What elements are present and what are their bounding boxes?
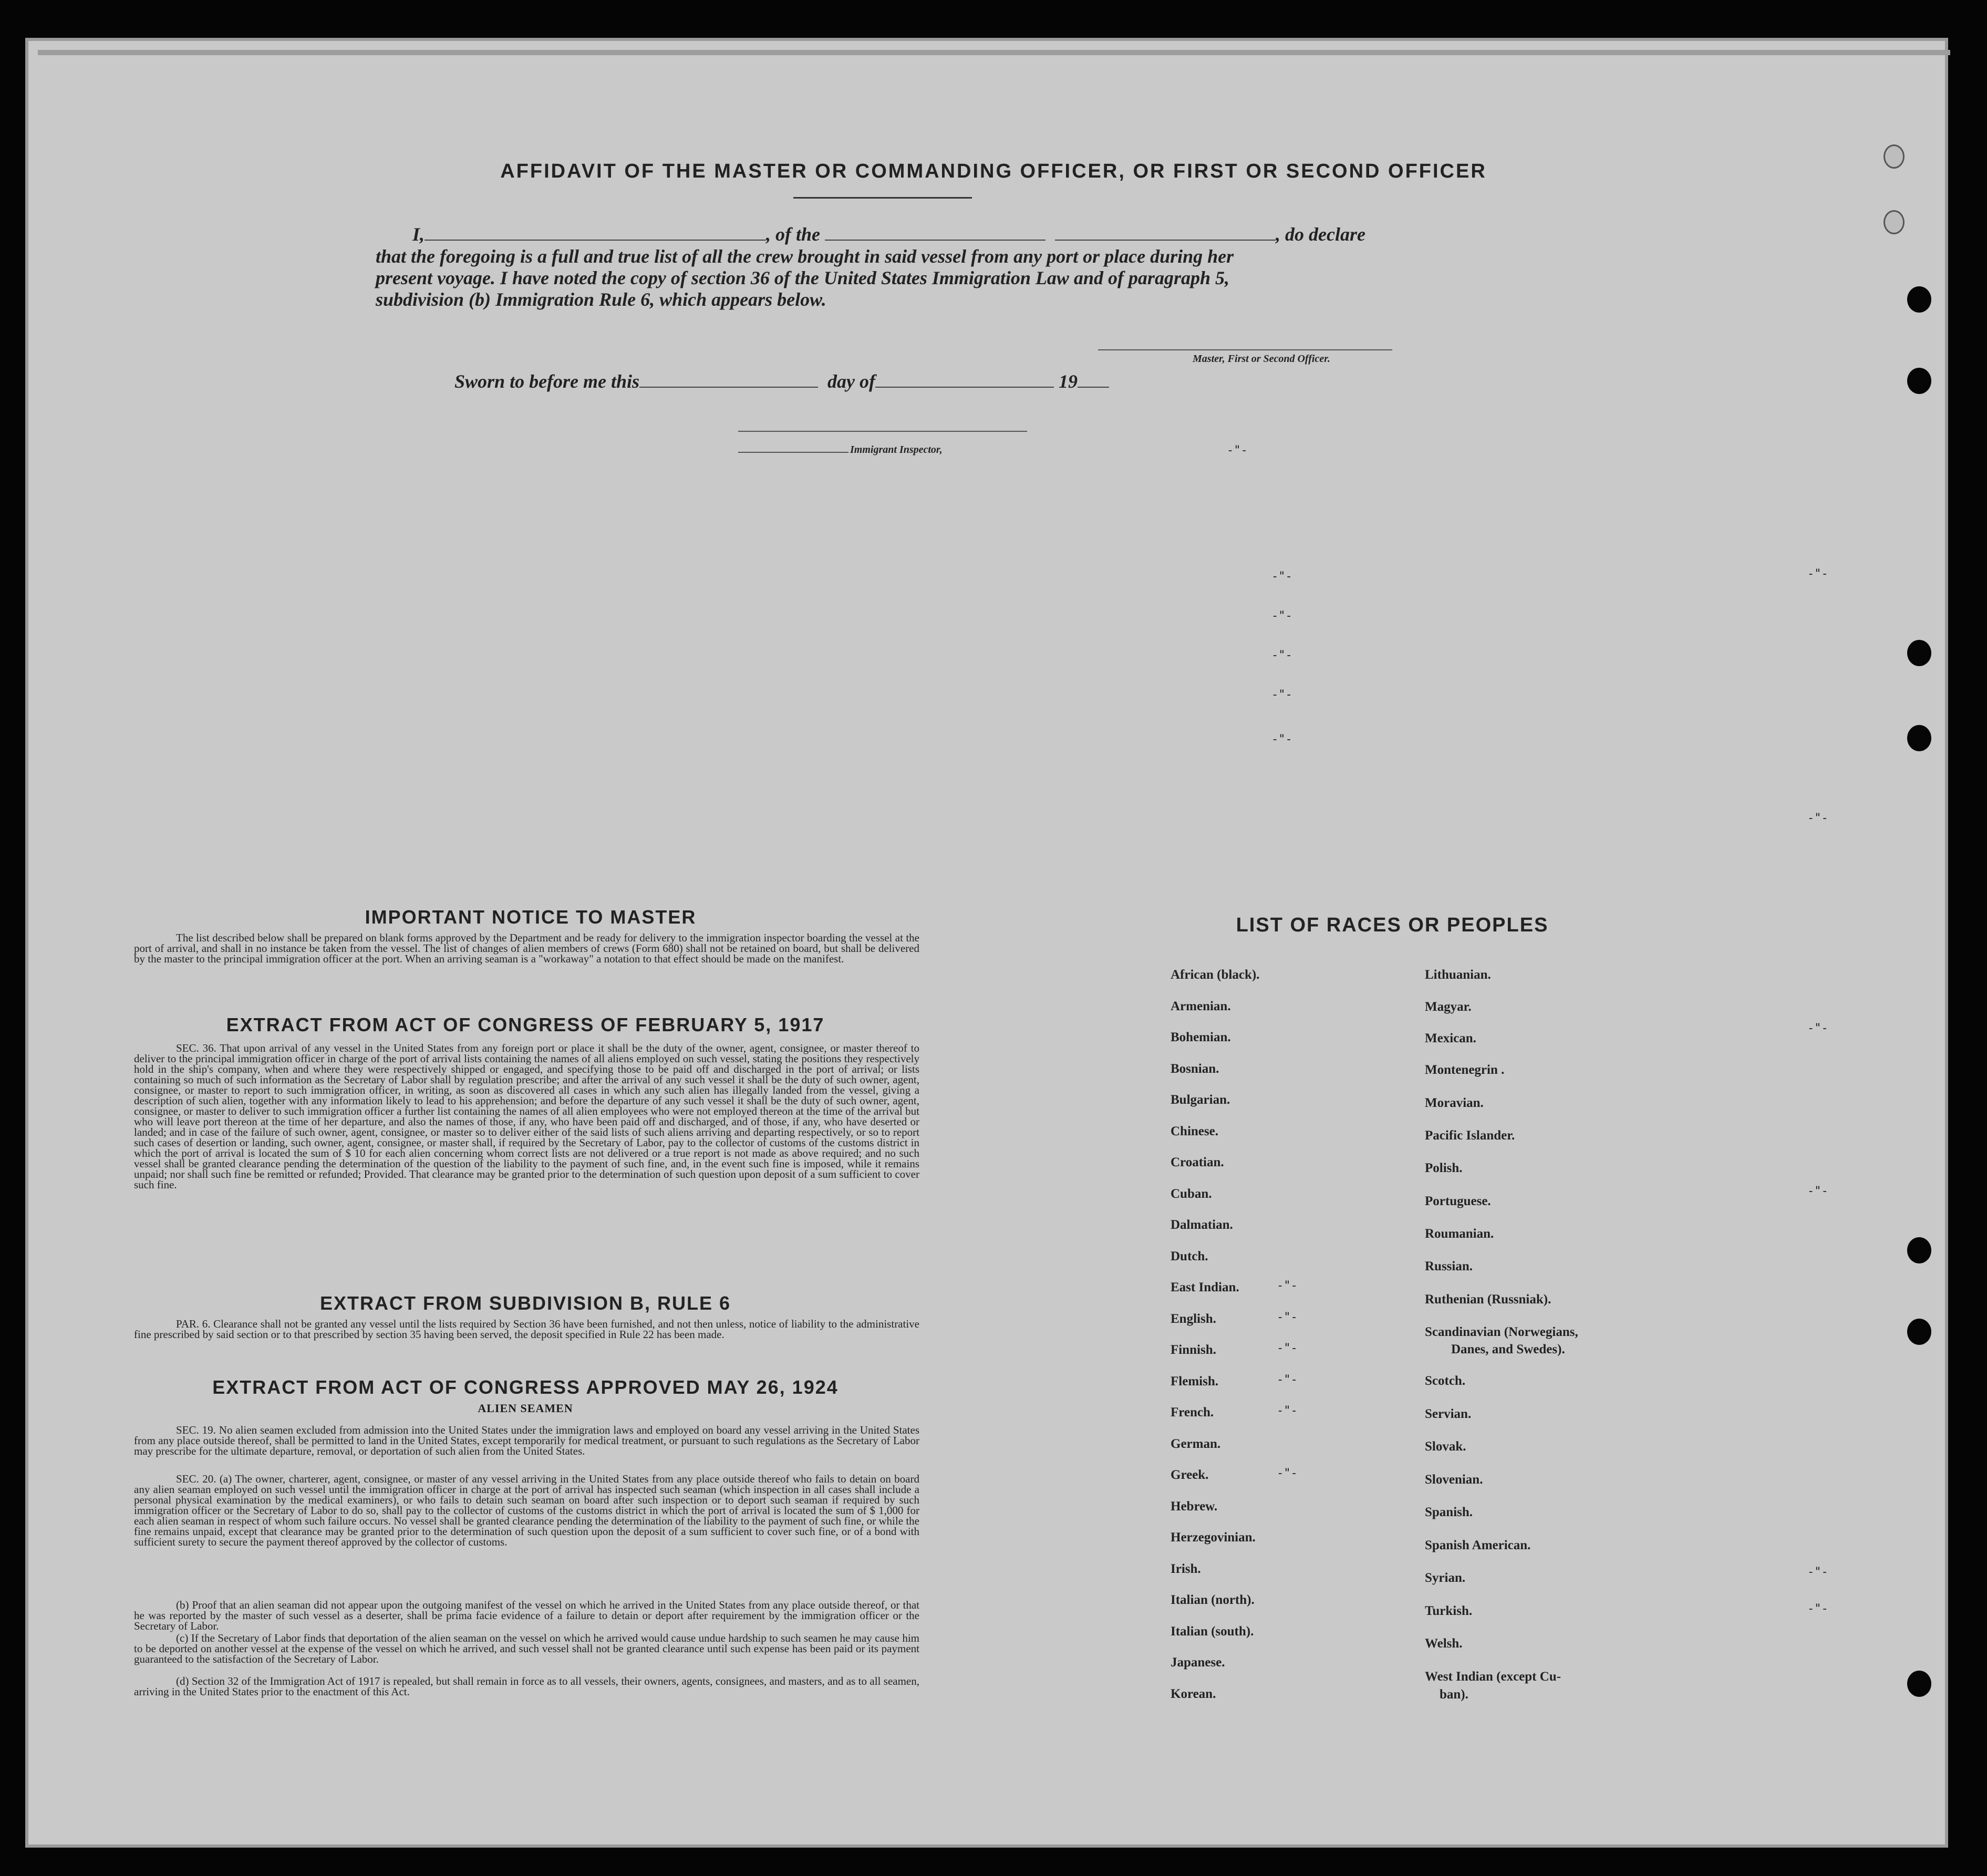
race-item: Portuguese. [1425, 1194, 1491, 1208]
binder-hole [1907, 1319, 1931, 1345]
ditto-mark: -"- [1277, 1279, 1298, 1292]
sec20d-paragraph: (d) Section 32 of the Immigration Act of 1917 is repealed, but shall remain in force as to all vessels, their owners, agents, consignees, and masters, and as to all seamen, arriving in the United States prior to the enactment of this Act. [134, 1675, 919, 1698]
affidavit-line-3: present voyage. I have noted the copy of section 36 of the United States Immigration Law and of paragraph 5, [376, 267, 1229, 288]
race-item: Magyar. [1425, 1000, 1472, 1014]
race-item: Armenian. [1171, 999, 1231, 1013]
race-item: Turkish. [1425, 1604, 1473, 1618]
ditto-mark: -"- [1271, 733, 1292, 746]
name-blank[interactable] [425, 240, 766, 241]
sworn-year: 19 [1059, 371, 1078, 392]
sworn-day-blank[interactable] [639, 387, 818, 388]
ditto-mark: -"- [1807, 812, 1828, 825]
race-item: Russian. [1425, 1259, 1473, 1273]
race-item: Italian (north). [1171, 1593, 1255, 1607]
ditto-mark: -"- [1271, 688, 1292, 701]
ditto-mark: -"- [1807, 1602, 1828, 1615]
rule6-title: EXTRACT FROM SUBDIVISION B, RULE 6 [319, 1292, 731, 1314]
race-item: Chinese. [1171, 1124, 1218, 1138]
ditto-mark: -"- [1277, 1467, 1298, 1480]
ditto-mark: -"- [1277, 1310, 1298, 1324]
race-item: West Indian (except Cu- [1425, 1670, 1561, 1684]
binder-hole [1907, 1237, 1931, 1263]
race-item: Slovenian. [1425, 1473, 1483, 1487]
ditto-mark: -"- [1807, 1566, 1828, 1579]
notice-body: The list described below shall be prepared on blank forms approved by the Department and be ready for delivery to the immigration inspector boarding the vessel at the port of arrival, and shall in no instance be taken from the vessel. The list of changes of alien members of crews (Form 680) shall not be retained on board, but shall be delivered by the master to the principal immigration officer at the port. When an arriving seaman is a "workaway" a notation to that effect should be made on the manifest. [134, 931, 919, 965]
title-rule [793, 197, 972, 199]
race-item: Greek. [1171, 1468, 1209, 1482]
binder-hole [1883, 210, 1905, 234]
ditto-mark: -"- [1807, 1022, 1828, 1035]
affidavit-i: I, [412, 224, 425, 245]
race-item: Lithuanian. [1425, 968, 1491, 982]
inspector-signature-line[interactable] [738, 452, 848, 453]
race-item: Dutch. [1171, 1249, 1208, 1263]
binder-hole [1907, 368, 1931, 394]
ditto-mark: -"- [1277, 1404, 1298, 1417]
ditto-mark: -"- [1277, 1342, 1298, 1355]
race-item: German. [1171, 1436, 1221, 1451]
race-item: Herzegovinian. [1171, 1530, 1256, 1545]
rule6-body: PAR. 6. Clearance shall not be granted any vessel until the lists required by Section 36 have been furnished, and not then unless, notice of liability to the administrative fine prescribed by said section or to that prescribed by section 35 having been served, the deposit specified in Rule 22 has been made. [134, 1318, 919, 1341]
affidavit-line-1 [412, 223, 1365, 245]
races-title: LIST OF RACES OR PEOPLES [1236, 914, 1549, 936]
race-item: Slovak. [1425, 1439, 1466, 1454]
race-item: Hebrew. [1171, 1499, 1218, 1514]
ditto-mark: -"- [1807, 1185, 1828, 1198]
notice-title: IMPORTANT NOTICE TO MASTER [365, 906, 697, 928]
ditto-mark: -"- [1277, 1373, 1298, 1386]
affidavit-of-the: , of the [766, 224, 821, 245]
race-item: Italian (south). [1171, 1624, 1254, 1639]
inspector-label: Immigrant Inspector, [850, 444, 943, 455]
affidavit-line-4: subdivision (b) Immigration Rule 6, which appears below. [376, 289, 826, 310]
race-item: French. [1171, 1405, 1214, 1419]
race-item: Bulgarian. [1171, 1093, 1230, 1107]
race-item: Moravian. [1425, 1096, 1484, 1110]
race-item: Welsh. [1425, 1636, 1463, 1651]
race-item: Korean. [1171, 1686, 1216, 1701]
race-item: Spanish. [1425, 1505, 1473, 1519]
extract-1924-title: EXTRACT FROM ACT OF CONGRESS APPROVED MAY 26, 1924 [212, 1376, 839, 1398]
race-item: Syrian. [1425, 1571, 1466, 1585]
sworn-year-blank[interactable] [1078, 387, 1109, 388]
race-item: Croatian. [1171, 1155, 1224, 1169]
sworn-line [454, 370, 1109, 392]
race-item: Dalmatian. [1171, 1218, 1233, 1232]
ditto-mark: -"- [1807, 567, 1828, 581]
vessel-blank[interactable] [825, 240, 1046, 241]
race-item: Irish. [1171, 1561, 1201, 1576]
race-item: Bohemian. [1171, 1030, 1231, 1044]
master-label: Master, First or Second Officer. [1193, 353, 1330, 365]
race-item: Montenegrin . [1425, 1063, 1505, 1077]
page-edge [38, 50, 1950, 55]
race-item: Pacific Islander. [1425, 1128, 1515, 1143]
extract-1917-title: EXTRACT FROM ACT OF CONGRESS OF FEBRUARY 5, 1917 [226, 1014, 825, 1035]
race-item: Servian. [1425, 1407, 1472, 1421]
race-item: Roumanian. [1425, 1227, 1494, 1241]
vessel-blank-2[interactable] [1055, 240, 1276, 241]
race-item: English. [1171, 1311, 1216, 1326]
ditto-mark: -"- [1227, 444, 1248, 457]
sec20c-paragraph: (c) If the Secretary of Labor finds that deportation of the alien seaman on the vessel on which he arrived would cause undue hardship to such seamen he may cause him to be deported on another vessel at the expense of the vessel on which he arrived, and such vessel shall not be granted clearance until such expense has been paid or its payment guaranteed to the satisfaction of the Secretary of Labor. [134, 1632, 919, 1665]
race-item: Flemish. [1171, 1374, 1218, 1388]
affidavit-title: AFFIDAVIT OF THE MASTER OR COMMANDING OFFICER, OR FIRST OR SECOND OFFICER [500, 160, 1487, 182]
affidavit-line-2: that the foregoing is a full and true list of all the crew brought in said vessel from any port or place during her [376, 246, 1234, 267]
binder-hole [1907, 286, 1931, 313]
race-item: East Indian. [1171, 1280, 1239, 1294]
race-item: Finnish. [1171, 1343, 1216, 1357]
race-item: Cuban. [1171, 1186, 1212, 1201]
sworn-text: Sworn to before me this [454, 371, 640, 392]
race-item: African (black). [1171, 968, 1260, 982]
inspector-line[interactable] [738, 431, 1027, 432]
binder-hole [1907, 640, 1931, 666]
sec19-paragraph: SEC. 19. No alien seamen excluded from admission into the United States under the immigration laws and employed on board any vessel arriving in the United States from any place outside thereof, shall be permitted to land in the United States, except temporarily for medical treatment, or pursuant to such regulations as the Secretary of Labor may prescribe for the ultimate departure, removal, or deportation of such alien from the United States. [134, 1424, 919, 1457]
binder-hole [1907, 725, 1931, 751]
race-item: Spanish American. [1425, 1538, 1531, 1552]
race-item: Scotch. [1425, 1374, 1466, 1388]
race-item: Bosnian. [1171, 1061, 1219, 1076]
race-item: Scandinavian (Norwegians, [1425, 1325, 1578, 1339]
master-signature-line[interactable] [1098, 349, 1392, 350]
ditto-mark: -"- [1271, 609, 1292, 623]
race-item: Mexican. [1425, 1031, 1476, 1045]
race-item: Danes, and Swedes). [1451, 1342, 1565, 1356]
affidavit-declare: , do declare [1276, 224, 1365, 245]
sworn-month-blank[interactable] [875, 387, 1054, 388]
ditto-mark: -"- [1271, 649, 1292, 662]
race-item: Ruthenian (Russniak). [1425, 1292, 1551, 1307]
sec20a-paragraph: SEC. 20. (a) The owner, charterer, agent, consignee, or master of any vessel arriving in the United States from any place outside thereof who fails to detain on board any alien seaman employed on such vessel until the immigration officer in charge at the port of arrival has inspected such seaman (which inspection in all cases shall include a personal physical examination by the medical examiners), or who fails to detain such seaman on board after such inspection or to deport such seaman if required by such immigration officer or the Secretary of Labor to do so, shall pay to the collector of customs of the customs district in which the port of arrival is located the sum of $ 1,000 for each alien seaman in respect of whom such failure occurs. No vessel shall be granted clearance pending the determination of the liability to the payment of such fine, or while the fine remains unpaid, except that clearance may be granted prior to the determination of such question upon the deposit of a sum sufficient to cover such fine, or of a bond with sufficient surety to secure the payment thereof approved by the collector of customs. [134, 1473, 919, 1548]
extract-1917-body: SEC. 36. That upon arrival of any vessel in the United States from any foreign port or place it shall be the duty of the owner, agent, consignee, or master thereof to deliver to the principal immigration officer in charge of the port of arrival lists containing the names of all aliens employed on such vessel, stating the positions they respectively hold in the ship's company, when and where they were respectively shipped or engaged, and specifying those to be paid off and discharged in the port of arrival; or lists containing so much of such information as the Secretary of Labor shall by regulation prescribe; and after the arrival of any such vessel it shall be the duty of such owner, agent, consignee, or master to report to such immigration officer, in writing, as soon as discovered all cases in which any such alien has illegally landed from the vessel, giving a description of such alien, together with any information likely to lead to his apprehension; and before the departure of any such vessel it shall be the duty of such owner, agent, consignee, or master to deliver to such immigration officer a further list containing the names of all alien employees who were not employed thereon at the time of the arrival but who will leave port thereon at the time of her departure, and also the names of those, if any, who have been paid off and discharged, and of those, if any, who have deserted or landed; and in case of the failure of such owner, agent, consignee, or master so to deliver either of the said lists of such aliens arriving and departing respectively, or so to report such cases of desertion or landing, such owner, agent, consignee, or master shall, if required by the Secretary of Labor, pay to the collector of customs of the customs district in which the port of arrival is located the sum of $ 10 for each alien concerning whom correct lists are not delivered or a true report is not made as above required; and no such vessel shall be granted clearance pending the determination of the question of the liability to the payment of such fine, and, in the event such fine is imposed, while it remains unpaid; nor shall such fine be remitted or refunded; Provided. That clearance may be granted prior to the determination of such question upon deposit of a sum sufficient to cover such fine. [134, 1042, 919, 1191]
race-item: Polish. [1425, 1161, 1463, 1175]
alien-seamen-subtitle: ALIEN SEAMEN [478, 1402, 573, 1415]
race-item: Japanese. [1171, 1655, 1225, 1670]
sworn-day-of: day of [827, 371, 876, 392]
binder-hole [1907, 1671, 1931, 1697]
race-item: ban). [1440, 1687, 1468, 1702]
sec20b-paragraph: (b) Proof that an alien seaman did not appear upon the outgoing manifest of the vessel on which he arrived in the United States from any place outside thereof, or that he was reported by the master of such vessel as a deserter, shall be prima facie evidence of a failure to detain or deport after requirement by the immigration officer or the Secretary of Labor. [134, 1599, 919, 1632]
ditto-mark: -"- [1271, 570, 1292, 583]
